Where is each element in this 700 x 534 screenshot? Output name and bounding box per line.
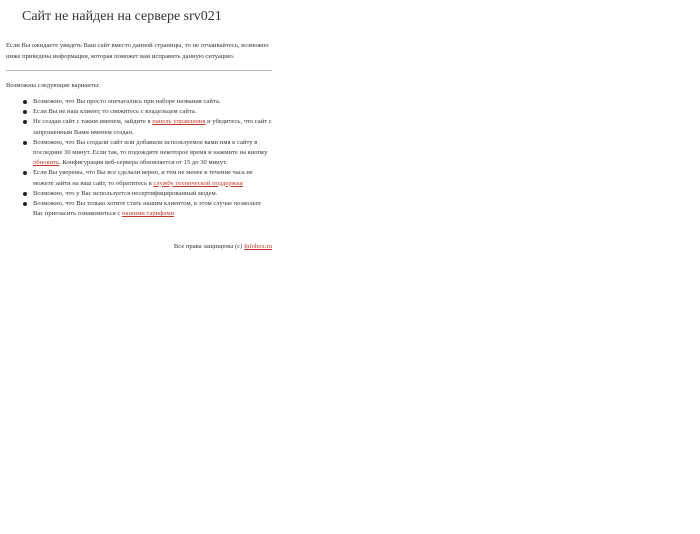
list-item-text: Возможно, что Вы только хотите стать нашим клиентом, в этом случае позвольте Вас пригласить ознакомиться с: [33, 200, 262, 218]
list-item-text: и убедитесь, что сайт с запрошенным Вами именем создан.: [33, 118, 272, 136]
list-item-text: Возможно, что у Вас используется несертифицированный модем.: [33, 189, 218, 197]
list-item: [33, 97, 272, 107]
list-item: [33, 199, 272, 219]
list-item: [33, 117, 272, 137]
page-title: Сайт не найден на сервере srv021: [22, 9, 222, 24]
bullet-icon: [23, 192, 27, 196]
bullet-icon: [23, 110, 27, 114]
list-item-text: Если Вы уверены, что Вы все сделали верно, и тем не менее в течение часа не можете зайти на ваш сайт, то обратитесь в: [33, 169, 253, 187]
list-item-text: Возможно, что Вы просто опечатались при наборе названия сайта.: [33, 98, 221, 105]
variants-list: [6, 97, 272, 219]
refresh-link[interactable]: обновить: [33, 159, 60, 167]
bullet-icon: [23, 202, 27, 206]
content-column: [6, 6, 272, 251]
list-item-text: Возможно, что Вы создали сайт или добавили используемое вами имя к сайту в последние 30 минут. Если так, то подождите некоторое время и нажмите на кнопку: [33, 138, 268, 157]
divider: [6, 70, 272, 71]
list-item: [33, 189, 272, 199]
bullet-icon: [23, 120, 27, 124]
intro-paragraph: Если Вы ожидаете увидеть Ваш сайт вместо данной страницы, то не отчаивайтесь, возможно ниже приведена информация, которая поможет вам исправить данную ситуацию.: [6, 42, 269, 60]
list-item: [33, 107, 272, 117]
bullet-icon: [23, 141, 27, 145]
list-item: [33, 168, 272, 188]
list-item-text: . Конфигурация веб-сервера обновляется от 15 до 30 минут.: [59, 159, 228, 167]
copyright-text: Все права защищены (c): [173, 243, 244, 251]
list-item-text: Если Вы не наш клиент, то свяжитесь с владельцем сайта.: [33, 108, 197, 116]
variants-heading: Возможны следующие варианты:: [6, 82, 100, 89]
infobox-link[interactable]: Infobox.ru: [243, 243, 272, 251]
footer: [6, 242, 272, 251]
list-item: [33, 138, 272, 169]
list-item-text: Не создан сайт с таким именем, зайдите в: [33, 118, 153, 126]
control-panel-link[interactable]: панель управления: [152, 118, 206, 126]
bullet-icon: [23, 171, 27, 175]
bullet-icon: [23, 100, 27, 104]
tariffs-link[interactable]: нашими тарифами: [122, 210, 175, 218]
support-link[interactable]: службу технической поддержки: [153, 179, 243, 187]
